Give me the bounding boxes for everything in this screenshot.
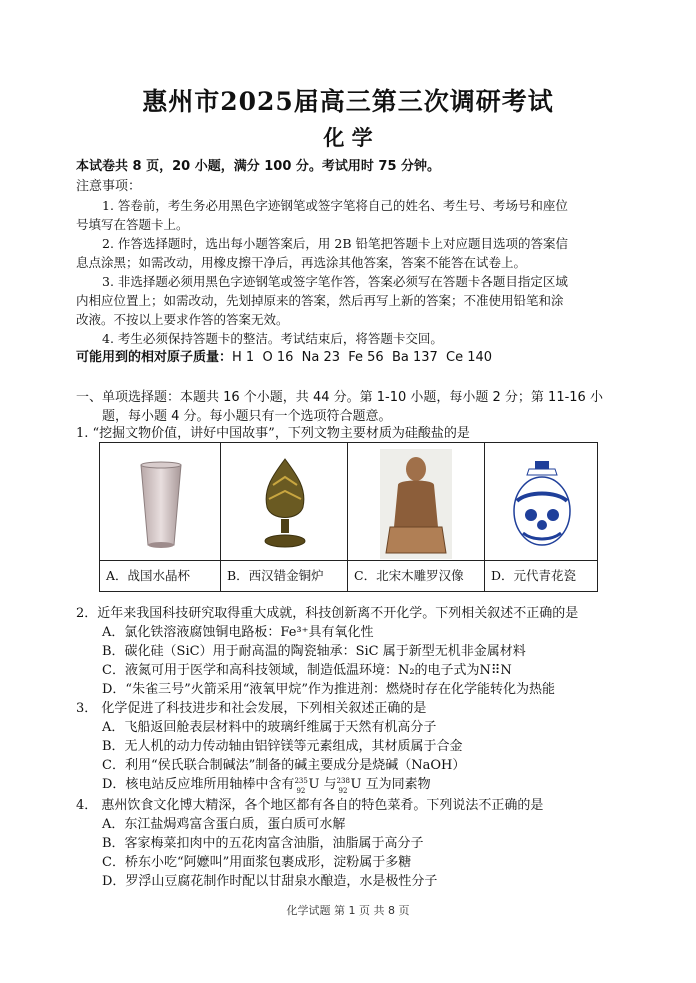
section-heading-line-1: 一、单项选择题：本题共 16 个小题，共 44 分。第 1-10 小题，每小题 2 分；第 11-16 小 [76,390,603,405]
question-4-option-d: D．罗浮山豆腐花制作时配以甘甜泉水酿造，水是极性分子 [102,874,438,889]
notice-2-line-2: 息点涂黑；如需改动，用橡皮擦干净后，再选涂其他答案，答案不能答在试卷上。 [76,255,527,270]
question-3-option-d-part-3: U 互为同素物 [350,777,431,792]
question-2-option-a: A．氯化铁溶液腐蚀铜电路板：Fe³⁺具有氧化性 [102,625,374,640]
exam-title: 惠州市2025届高三第三次调研考试 [142,87,554,116]
option-d-label: D．元代青花瓷 [485,560,597,591]
question-4-stem: 4． 惠州饮食文化博大精深，各个地区都有各自的特色菜肴。下列说法不正确的是 [76,798,544,813]
section-heading-line-2: 题，每小题 4 分。每小题只有一个选项符合题意。 [102,409,392,424]
atomic-masses-label: 可能用到的相对原子质量： [76,350,233,365]
question-3-option-a: A．飞船返回舱表层材料中的玻璃纤维属于天然有机高分子 [102,720,437,735]
notice-3-line-1: 3. 非选择题必须用黑色字迹钢笔或签字笔作答，答案必须写在答题卡各题目指定区域 [102,274,568,289]
notice-heading: 注意事项： [76,179,142,194]
atomic-masses [76,349,492,366]
notice-3-line-2: 内相应位置上；如需改动，先划掉原来的答案，然后再写上新的答案；不准使用铅笔和涂 [76,293,564,308]
question-3-stem: 3． 化学促进了科技进步和社会发展，下列相关叙述正确的是 [76,701,427,716]
atomic-masses-values: H 1 O 16 Na 23 Fe 56 Ba 137 Ce 140 [232,350,493,365]
question-4-option-a: A．东江盐焗鸡富含蛋白质，蛋白质可水解 [102,817,346,832]
option-b-label: B．西汉错金铜炉 [221,560,347,591]
page-footer: 化学试题 第 1 页 共 8 页 [286,904,410,917]
question-1-option-grid [99,442,598,592]
question-3-option-d-part-1: D．核电站反应堆所用轴棒中含有 [102,777,295,792]
wooden-arhat-image [380,449,452,559]
blue-white-porcelain-image [511,461,573,553]
question-3-option-b: B．无人机的动力传动轴由铝锌镁等元素组成，其材质属于合金 [102,739,463,754]
isotope-u238 [336,776,351,795]
notice-1-line-2: 号填写在答题卡上。 [76,217,189,232]
question-2-option-b: B．碳化硅（SiC）用于耐高温的陶瓷轴承：SiC 属于新型无机非金属材料 [102,644,526,659]
notice-4-line-1: 4. 考生必须保持答题卡的整洁。考试结束后，将答题卡交回。 [102,331,443,346]
option-c-label: C．北宋木雕罗汉像 [348,560,484,591]
subject-title: 化 学 [323,125,373,150]
question-3-option-c: C．利用“侯氏联合制碱法”制备的碱主要成分是烧碱（NaOH） [102,758,466,773]
question-4-option-c: C．桥东小吃“阿嬷叫”用面浆包裹成形，淀粉属于多糖 [102,855,412,870]
isotope-u235 [294,776,308,795]
isotope-u238-z: 92 [338,787,348,795]
question-2-option-c: C．液氮可用于医学和高科技领域，制造低温环境：N₂的电子式为N⠿N [102,663,512,678]
notice-1-line-1: 1. 答卷前，考生务必用黑色字迹钢笔或签字笔将自己的姓名、考生号、考场号和座位 [102,198,568,213]
bronze-censer-image [255,455,315,555]
notice-3-line-3: 改液。不按以上要求作答的答案无效。 [76,312,289,327]
option-a-cell[interactable] [100,443,221,591]
question-1-stem: 1. “挖掘文物价值，讲好中国故事”，下列文物主要材质为硅酸盐的是 [76,426,470,441]
notice-2-line-1: 2. 作答选择题时，选出每小题答案后，用 2B 铅笔把答题卡上对应题目选项的答案信 [102,236,568,251]
option-b-cell[interactable] [221,443,348,591]
question-3-option-d [102,776,431,793]
exam-summary: 本试卷共 8 页，20 小题，满分 100 分。考试用时 75 分钟。 [76,159,441,174]
isotope-u238-mass: 238 [336,777,350,785]
option-d-cell[interactable] [485,443,597,591]
isotope-u235-mass: 235 [294,777,308,785]
question-4-option-b: B．客家梅菜扣肉中的五花肉富含油脂，油脂属于高分子 [102,836,424,851]
option-a-label: A．战国水晶杯 [100,560,220,591]
isotope-u235-z: 92 [296,787,306,795]
crystal-cup-image [136,461,186,551]
question-3-option-d-part-2: U 与 [308,777,337,792]
question-2-option-d: D．“朱雀三号”火箭采用“液氧甲烷”作为推进剂：燃烧时存在化学能转化为热能 [102,682,556,697]
option-c-cell[interactable] [348,443,485,591]
question-2-stem: 2．近年来我国科技研究取得重大成就，科技创新离不开化学。下列相关叙述不正确的是 [76,606,579,621]
